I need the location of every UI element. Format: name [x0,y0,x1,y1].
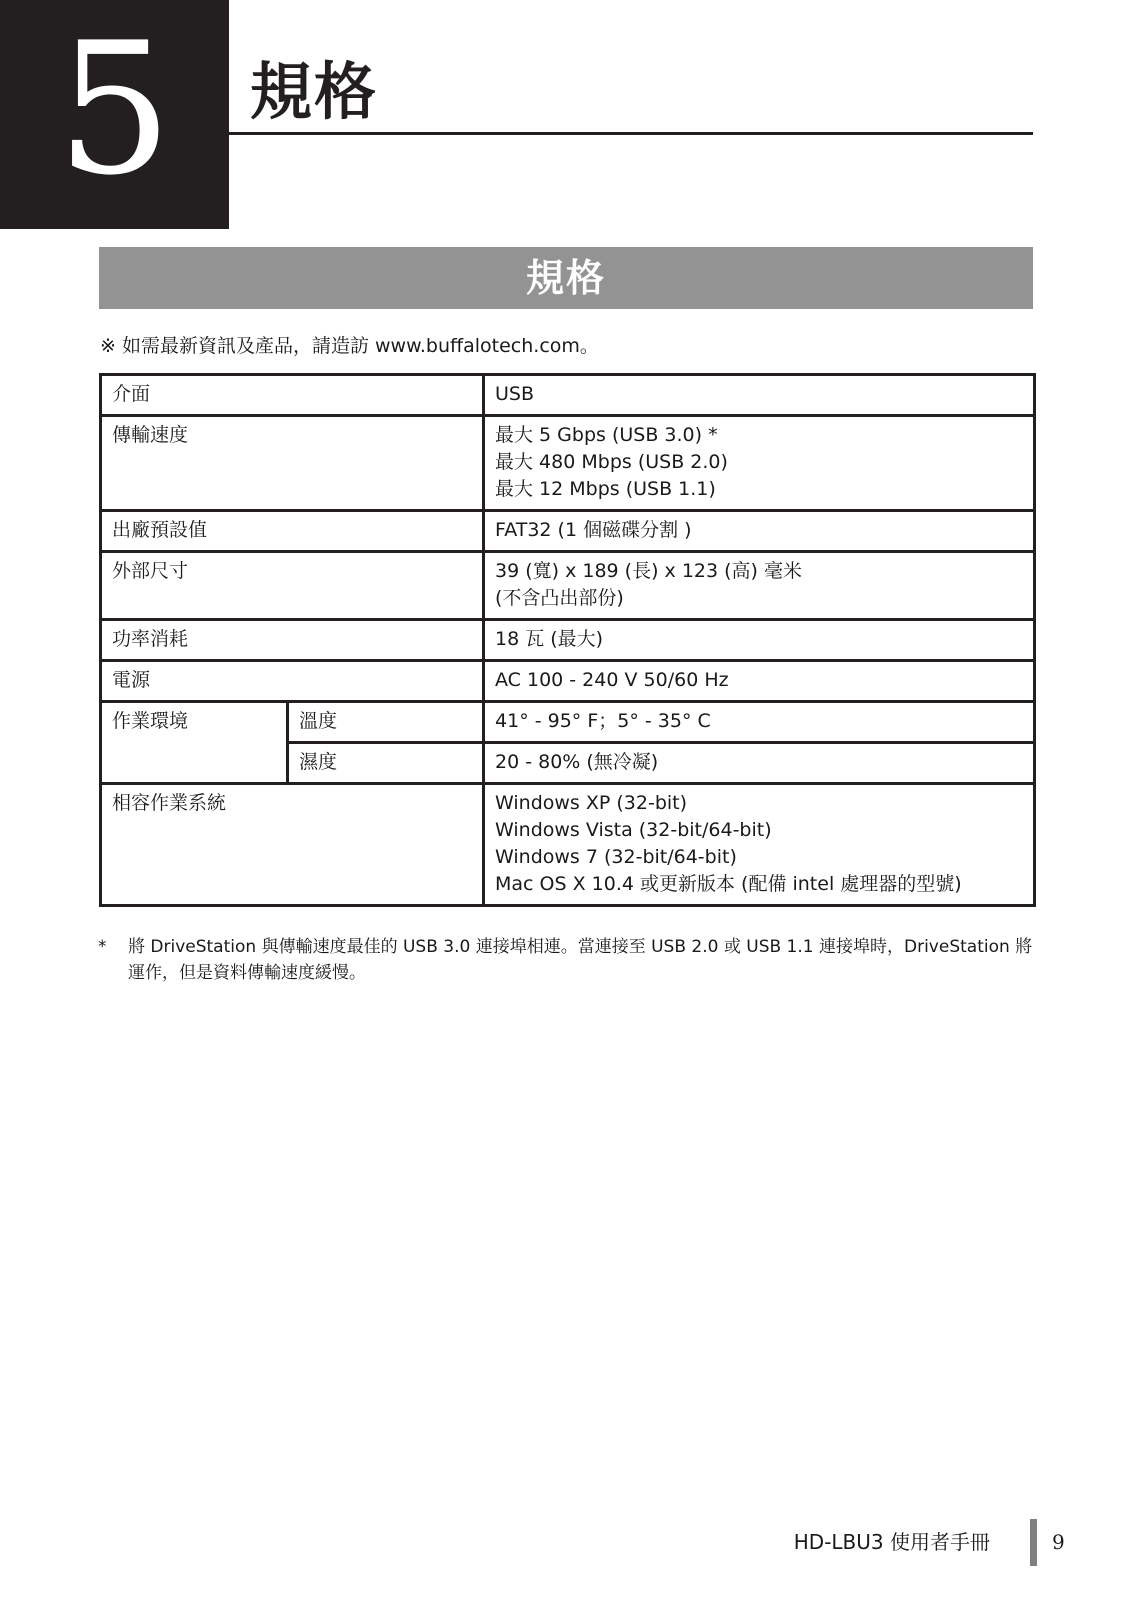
table-row-interface [101,375,1035,416]
spec-value-line: Mac OS X 10.4 或更新版本 (配備 intel 處理器的型號) [495,873,962,895]
page-number: 9 [1052,1530,1065,1554]
spec-value [484,416,1035,511]
spec-value: FAT32 (1 個磁碟分割 ) [484,511,1035,552]
spec-value-line: Windows Vista (32-bit/64-bit) [495,819,772,841]
spec-value [484,552,1035,620]
table-row-temperature [101,702,1035,743]
table-row-default-format [101,511,1035,552]
table-row-transfer-speed [101,416,1035,511]
spec-value: USB [484,375,1035,416]
spec-value: 18 瓦 (最大) [484,620,1035,661]
spec-value-line: Windows XP (32-bit) [495,792,688,814]
footnote-marker: * [98,937,107,957]
spec-value-line: 39 (寬) x 189 (長) x 123 (高) 毫米 [495,560,803,582]
spec-sublabel: 溫度 [288,702,484,743]
footnote [98,934,1038,986]
table-row-power-supply [101,661,1035,702]
footer-manual-title: HD-LBU3 使用者手冊 [793,1530,990,1554]
table-row-power-consumption [101,620,1035,661]
footer-divider [1030,1519,1037,1566]
specifications-table [99,373,1036,907]
website-note: ※ 如需最新資訊及產品，請造訪 www.buffalotech.com。 [100,335,599,357]
table-row-compatible-os [101,784,1035,906]
spec-value: 20 - 80% (無冷凝) [484,743,1035,784]
chapter-title-underline [229,132,1033,135]
chapter-number: 5 [56,3,173,215]
spec-label: 出廠預設值 [101,511,484,552]
section-title: 規格 [525,256,606,300]
spec-value-line: Windows 7 (32-bit/64-bit) [495,846,737,868]
footnote-text: 將 DriveStation 與傳輸速度最佳的 USB 3.0 連接埠相連。當連接至 USB 2.0 或 USB 1.1 連接埠時，DriveStation 將運作，但是資料傳輸速度緩慢。 [128,937,1033,983]
spec-label: 外部尺寸 [101,552,484,620]
table-row-dimensions [101,552,1035,620]
spec-value: AC 100 - 240 V 50/60 Hz [484,661,1035,702]
spec-value-line: (不含凸出部份) [495,587,624,609]
spec-label: 電源 [101,661,484,702]
chapter-number-block [0,0,229,229]
spec-label: 作業環境 [101,702,288,784]
spec-value [484,784,1035,906]
spec-label: 相容作業系統 [101,784,484,906]
spec-label: 功率消耗 [101,620,484,661]
chapter-title: 規格 [250,55,379,128]
spec-value-line: 最大 480 Mbps (USB 2.0) [495,451,728,473]
spec-sublabel: 濕度 [288,743,484,784]
spec-value-line: 最大 12 Mbps (USB 1.1) [495,478,716,500]
spec-value-line: 最大 5 Gbps (USB 3.0) * [495,424,718,446]
spec-value: 41° - 95° F；5° - 35° C [484,702,1035,743]
spec-label: 傳輸速度 [101,416,484,511]
section-header-bar [99,247,1033,309]
spec-label: 介面 [101,375,484,416]
